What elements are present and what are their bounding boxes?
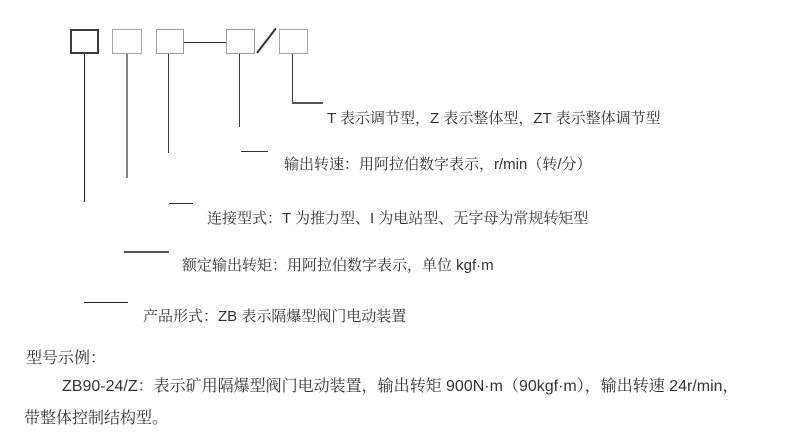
example-heading: 型号示例： — [26, 350, 107, 367]
leader-box3 — [168, 54, 169, 153]
leader-box5 — [292, 54, 293, 104]
dash-rated-torque — [124, 251, 169, 253]
callout-product-form: 产品形式：ZB 表示隔爆型阀门电动装置 — [143, 308, 407, 325]
dash-type-suffix — [292, 102, 323, 104]
code-box-4-output-speed — [226, 29, 255, 54]
dash-output-speed — [241, 151, 268, 152]
code-box-5-type-suffix — [279, 29, 308, 54]
callout-connection-type: 连接型式：T 为推力型、I 为电站型、无字母为常规转矩型 — [207, 210, 589, 227]
callout-rated-torque: 额定输出转矩：用阿拉伯数字表示，单位 kgf·m — [182, 257, 494, 274]
example-description2: 带整体控制结构型。 — [24, 410, 169, 427]
leader-box1 — [84, 54, 85, 202]
code-box-1-product-form — [70, 29, 99, 54]
code-box-2-rated-torque — [112, 29, 142, 54]
code-box-3-connection-type — [156, 29, 184, 54]
slash-separator — [256, 28, 276, 54]
leader-box4 — [239, 54, 240, 127]
dash-product-form — [84, 302, 128, 303]
example-description: ZB90-24/Z：表示矿用隔爆型阀门电动装置，输出转矩 900N·m（90kgf·m），输出转速 24r/min， — [62, 378, 739, 395]
leader-box2 — [126, 54, 128, 178]
callout-type-suffix: T 表示调节型，Z 表示整体型，ZT 表示整体调节型 — [327, 110, 661, 127]
connector-box3-box4 — [184, 42, 226, 43]
dash-connection-type — [169, 203, 193, 204]
callout-output-speed: 输出转速：用阿拉伯数字表示，r/min（转/分） — [284, 156, 592, 173]
